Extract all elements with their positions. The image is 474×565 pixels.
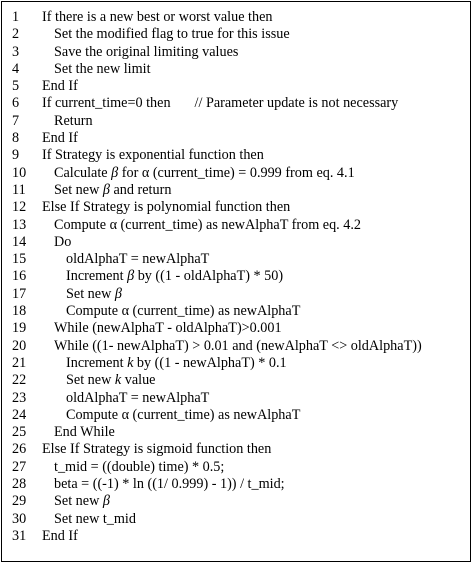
line-code-wrap xyxy=(54,493,110,510)
line-text: Return xyxy=(54,112,93,129)
line-text-pre: Set new xyxy=(66,372,115,389)
code-line-25 xyxy=(2,424,472,441)
line-text: End If xyxy=(42,130,78,147)
code-line-19 xyxy=(2,320,472,337)
code-line-28 xyxy=(2,476,472,493)
code-line-29 xyxy=(2,493,472,510)
line-number: 23 xyxy=(12,389,27,406)
line-code-wrap xyxy=(54,182,171,199)
line-text-post: for α (current_time) = 0.999 from eq. 4.1 xyxy=(118,164,355,181)
code-line-7 xyxy=(2,113,472,130)
line-number: 26 xyxy=(12,441,27,458)
line-number: 15 xyxy=(12,251,27,268)
line-text: oldAlphaT = newAlphaT xyxy=(66,389,210,406)
line-number: 3 xyxy=(12,43,20,60)
line-number: 16 xyxy=(12,268,27,285)
code-line-2 xyxy=(2,26,472,43)
line-text: t_mid = ((double) time) * 0.5; xyxy=(54,458,225,475)
line-number: 21 xyxy=(12,354,27,371)
line-text: While ((1- newAlphaT) > 0.01 and (newAlphaT <> oldAlphaT)) xyxy=(54,337,422,354)
code-line-22 xyxy=(2,372,472,389)
line-number: 27 xyxy=(12,458,27,475)
code-line-12 xyxy=(2,199,472,216)
algorithm-box xyxy=(1,1,471,562)
line-number: 7 xyxy=(12,112,20,129)
code-line-27 xyxy=(2,459,472,476)
line-text: Compute α (current_time) as newAlphaT from eq. 4.2 xyxy=(54,216,361,233)
line-number: 11 xyxy=(12,181,26,198)
line-text: Else If Strategy is sigmoid function then xyxy=(42,441,272,458)
beta-symbol: β xyxy=(102,493,110,510)
line-text: Save the original limiting values xyxy=(54,43,239,60)
line-number: 25 xyxy=(12,424,27,441)
line-number: 19 xyxy=(12,320,27,337)
code-line-13 xyxy=(2,217,472,234)
beta-symbol: β xyxy=(114,285,122,302)
line-text: If current_time=0 then xyxy=(42,95,171,112)
line-number: 28 xyxy=(12,476,27,493)
code-line-11 xyxy=(2,182,472,199)
line-number: 29 xyxy=(12,493,27,510)
line-number: 20 xyxy=(12,337,27,354)
k-symbol: k xyxy=(114,372,122,389)
beta-symbol: β xyxy=(127,268,135,285)
code-line-5 xyxy=(2,78,472,95)
line-text: End If xyxy=(42,78,78,95)
line-text-pre: Calculate xyxy=(54,164,112,181)
line-text: Else If Strategy is polynomial function then xyxy=(42,199,291,216)
line-number: 6 xyxy=(12,95,20,112)
line-code-wrap xyxy=(66,372,155,389)
line-number: 8 xyxy=(12,130,20,147)
line-number: 1 xyxy=(12,9,20,25)
line-text: If there is a new best or worst value then xyxy=(42,9,273,25)
line-text: Set the new limit xyxy=(54,60,151,77)
line-text: beta = ((-1) * ln ((1/ 0.999) - 1)) / t_mid; xyxy=(54,476,285,493)
line-text: End While xyxy=(54,424,115,441)
line-text-post: by ((1 - newAlphaT) * 0.1 xyxy=(133,354,287,371)
line-text: Compute α (current_time) as newAlphaT xyxy=(66,406,301,423)
line-text-pre: Set new xyxy=(66,285,115,302)
code-line-17 xyxy=(2,286,472,303)
line-number: 30 xyxy=(12,510,27,527)
line-number: 22 xyxy=(12,372,27,389)
code-line-23 xyxy=(2,390,472,407)
line-code-wrap xyxy=(54,165,355,182)
line-text-pre: Increment xyxy=(66,354,128,371)
line-text-post: by ((1 - oldAlphaT) * 50) xyxy=(134,268,284,285)
line-number: 17 xyxy=(12,285,27,302)
code-line-26 xyxy=(2,441,472,458)
code-line-3 xyxy=(2,44,472,61)
line-text-pre: Increment xyxy=(66,268,128,285)
code-line-14 xyxy=(2,234,472,251)
code-line-6 xyxy=(2,95,472,112)
line-number: 24 xyxy=(12,406,27,423)
line-code-wrap xyxy=(66,355,287,372)
code-line-10 xyxy=(2,165,472,182)
line-number: 12 xyxy=(12,199,27,216)
line-number: 18 xyxy=(12,303,27,320)
line-number: 9 xyxy=(12,147,20,164)
code-line-9 xyxy=(2,147,472,164)
line-code-wrap xyxy=(66,286,122,303)
line-text-pre: Set new xyxy=(54,493,103,510)
line-number: 31 xyxy=(12,527,27,544)
line-text: Set the modified flag to true for this issue xyxy=(54,26,290,43)
line-comment: // Parameter update is not necessary xyxy=(194,95,399,112)
line-text: Set new t_mid xyxy=(54,510,136,527)
line-code-wrap xyxy=(66,268,283,285)
line-text: oldAlphaT = newAlphaT xyxy=(66,251,210,268)
code-line-31 xyxy=(2,528,472,545)
line-text: Compute α (current_time) as newAlphaT xyxy=(66,303,301,320)
code-line-24 xyxy=(2,407,472,424)
code-line-4 xyxy=(2,61,472,78)
code-line-16 xyxy=(2,268,472,285)
line-code-wrap xyxy=(42,95,398,112)
code-line-20 xyxy=(2,338,472,355)
code-line-15 xyxy=(2,251,472,268)
line-number: 14 xyxy=(12,233,27,250)
line-number: 2 xyxy=(12,26,20,43)
line-text: End If xyxy=(42,527,78,544)
algorithm-listing xyxy=(2,9,472,545)
line-text: If Strategy is exponential function then xyxy=(42,147,264,164)
line-text: While (newAlphaT - oldAlphaT)>0.001 xyxy=(54,320,282,337)
line-number: 4 xyxy=(12,60,20,77)
code-line-30 xyxy=(2,511,472,528)
code-line-1 xyxy=(2,9,472,26)
line-text-post: and return xyxy=(109,181,172,198)
code-line-21 xyxy=(2,355,472,372)
line-number: 10 xyxy=(12,164,27,181)
line-text-pre: Set new xyxy=(54,181,103,198)
line-number: 5 xyxy=(12,78,20,95)
k-symbol: k xyxy=(127,354,134,371)
line-text: Do xyxy=(54,233,72,250)
code-line-18 xyxy=(2,303,472,320)
line-number: 13 xyxy=(12,216,27,233)
code-line-8 xyxy=(2,130,472,147)
line-text-post: value xyxy=(121,372,156,389)
beta-symbol: β xyxy=(111,164,119,181)
beta-symbol: β xyxy=(102,181,110,198)
